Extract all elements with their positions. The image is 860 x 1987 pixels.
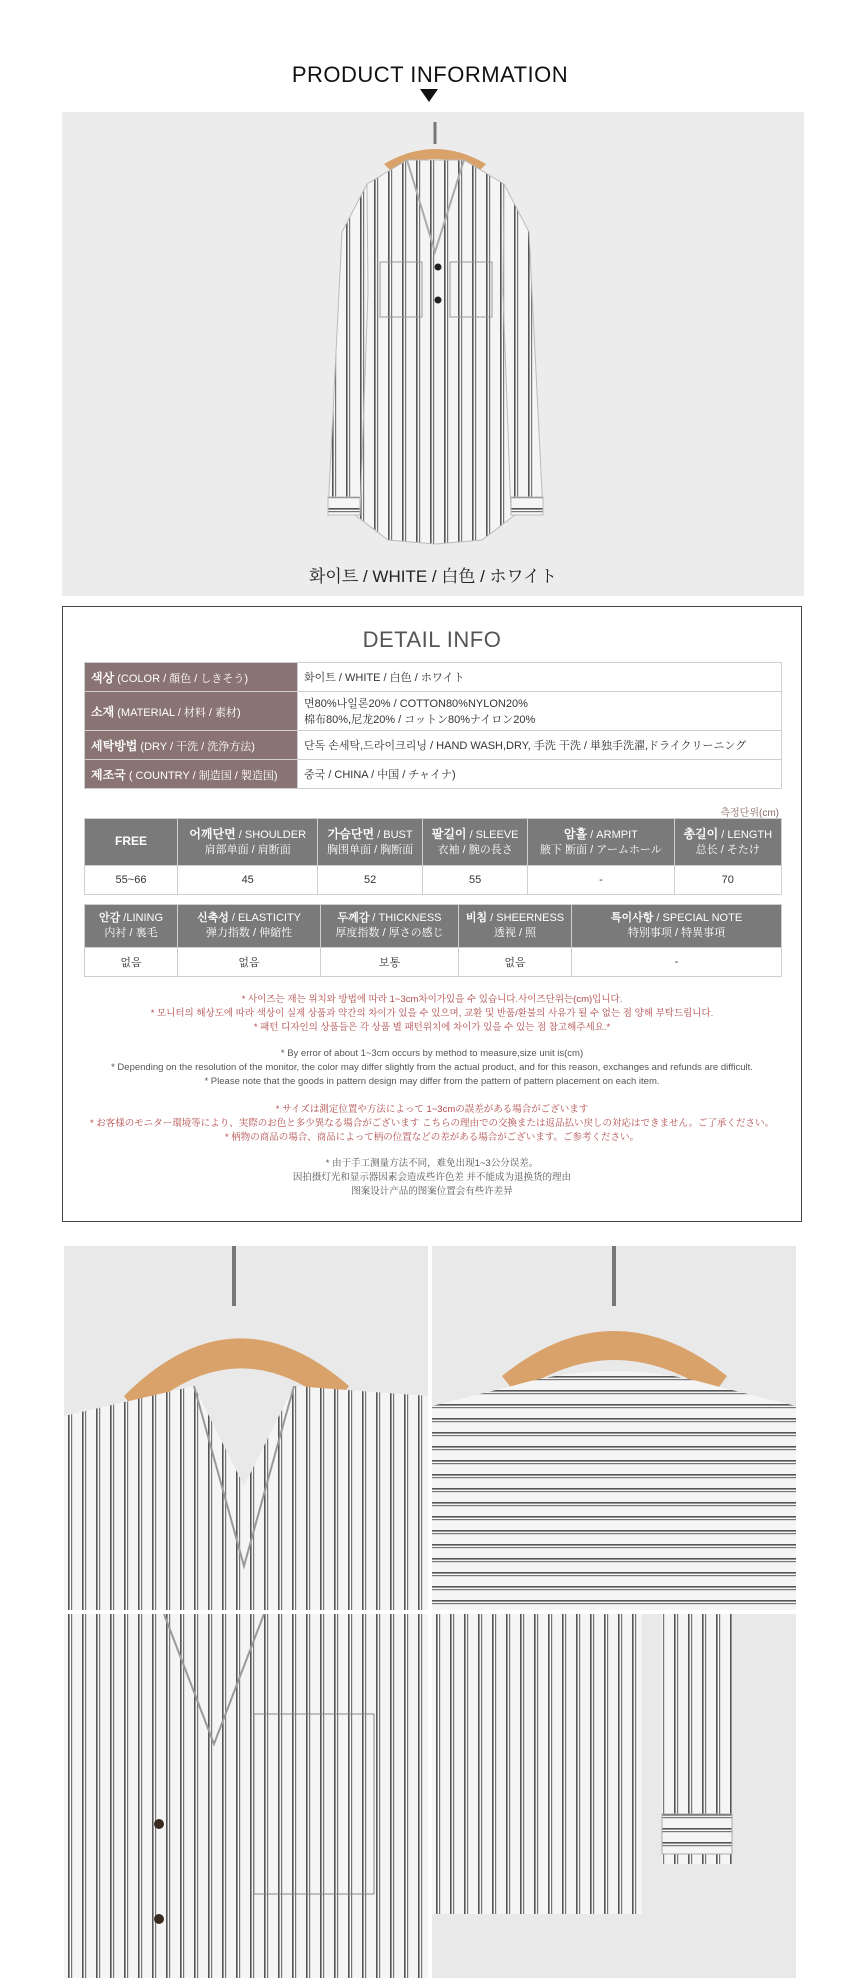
- info-label-ko: 제조국: [91, 767, 126, 782]
- info-row-country: [85, 760, 782, 789]
- notes-japanese: [63, 1103, 801, 1145]
- info-value-line: 면80%나일론20% / COTTON80%NYLON20%: [304, 698, 528, 710]
- info-label: [85, 760, 298, 789]
- placket-pocket-photo: [64, 1614, 428, 1978]
- note-line: * サイズは測定位置や方法によって 1~3cmの誤差がある場合がございます: [275, 1104, 589, 1115]
- notes-chinese: [63, 1157, 801, 1199]
- note-line: * お客様のモニター環境等により、実際のお色と多少異なる場合がございます こちらの理由での交換または返品払い戻しの対応はできません。ご了承ください。: [89, 1118, 775, 1129]
- fabric-value-cell: 없음: [178, 948, 321, 977]
- info-label-ko: 세탁방법: [91, 738, 138, 753]
- sleeve-hem-photo: [432, 1614, 796, 1978]
- info-label-ko: 색상: [91, 670, 115, 685]
- measurement-unit: 측정단위(cm): [720, 808, 779, 819]
- info-label-sub: ( COUNTRY / 制造国 / 製造国): [125, 769, 278, 782]
- size-value-row: [85, 866, 782, 895]
- note-line: * 패턴 디자인의 상품들은 각 상품 별 패턴위치에 차이가 있을 수 있는 점 참고해주세요.*: [253, 1022, 611, 1033]
- fabric-value-cell: 없음: [85, 948, 178, 977]
- size-table: [84, 818, 782, 895]
- detail-info-box: [62, 606, 802, 1222]
- size-header-cell: FREE: [85, 819, 178, 866]
- size-header-cell: 팔길이 / SLEEVE 衣袖 / 腕の長さ: [422, 819, 527, 866]
- size-value-cell: 52: [318, 866, 423, 895]
- fabric-header-cell: 두께감 / THICKNESS 厚度指数 / 厚さの感じ: [321, 905, 459, 948]
- detail-info-title: DETAIL INFO: [362, 627, 502, 652]
- collar-closeup-photo: [64, 1246, 428, 1610]
- notes-korean: [63, 993, 801, 1035]
- info-value: 중국 / CHINA / 中国 / チャイナ): [298, 760, 782, 789]
- info-label-sub: (DRY / 干洗 / 洗浄方法): [137, 740, 255, 753]
- product-info-table: [84, 662, 782, 789]
- fabric-header-cell: 신축성 / ELASTICITY 弹力指数 / 伸縮性: [178, 905, 321, 948]
- size-header-cell: 어깨단면 / SHOULDER 肩部单面 / 肩断面: [178, 819, 318, 866]
- info-value: [298, 692, 782, 731]
- fabric-header-cell: 특이사항 / SPECIAL NOTE 特别事项 / 特異事項: [572, 905, 782, 948]
- info-row-material: [85, 692, 782, 731]
- note-line: * 모니터의 해상도에 따라 색상이 실제 상품과 약간의 차이가 있을 수 있으며, 교환 및 반품/환불의 사유가 될 수 없는 점 양해 부탁드립니다.: [150, 1008, 714, 1019]
- fabric-value-cell: 보통: [321, 948, 459, 977]
- note-line: * 由于手工测量方法不同，难免出现1~3公分误差。: [325, 1158, 539, 1169]
- notes-english: [63, 1047, 801, 1089]
- color-caption: 화이트 / WHITE / 白色 / ホワイト: [308, 567, 558, 586]
- note-line: 图案设计产品的图案位置会有些许差异: [351, 1186, 513, 1197]
- back-collar-image: [432, 1246, 796, 1610]
- note-line: * 사이즈는 재는 위치와 방법에 따라 1~3cm차이가있을 수 있습니다.사이즈단위는(cm)입니다.: [241, 994, 623, 1005]
- down-arrow-icon: [420, 89, 438, 102]
- info-label: [85, 731, 298, 760]
- note-line: 因拍摄灯光和显示器因素会造成些许色差 并不能成为退换货的理由: [292, 1172, 572, 1183]
- fabric-value-cell: -: [572, 948, 782, 977]
- size-header-row: [85, 819, 782, 866]
- size-header-cell: 가슴단면 / BUST 胸围单面 / 胸断面: [318, 819, 423, 866]
- note-line: * Please note that the goods in pattern design may differ from the pattern of pattern placement on each item.: [204, 1076, 660, 1087]
- size-value-cell: 45: [178, 866, 318, 895]
- info-row-color: [85, 663, 782, 692]
- size-value-cell: -: [528, 866, 674, 895]
- product-information-title: PRODUCT INFORMATION: [291, 62, 569, 87]
- size-value-cell: 55~66: [85, 866, 178, 895]
- fabric-header-row: [85, 905, 782, 948]
- info-label-sub: (MATERIAL / 材料 / 素材): [114, 706, 241, 719]
- info-label-sub: (COLOR / 顏色 / しきそう): [114, 672, 249, 685]
- note-line: * Depending on the resolution of the monitor, the color may differ slightly from the actual product, and for this reason, exchanges and refunds are difficult.: [111, 1062, 753, 1073]
- sleeve-hem-image: [432, 1614, 796, 1978]
- fabric-header-cell: 안감 /LINING 内衬 / 裏毛: [85, 905, 178, 948]
- size-value-cell: 70: [674, 866, 781, 895]
- back-collar-photo: [432, 1246, 796, 1610]
- fabric-value-cell: 없음: [459, 948, 572, 977]
- size-header-cell: 총길이 / LENGTH 总长 / そたけ: [674, 819, 781, 866]
- shirt-illustration: [62, 112, 804, 596]
- size-value-cell: 55: [422, 866, 527, 895]
- fabric-header-cell: 비침 / SHEERNESS 透视 / 照: [459, 905, 572, 948]
- size-header-cell: 암홀 / ARMPIT 腋下 断面 / アームホール: [528, 819, 674, 866]
- info-value-line: 棉布80%,尼龙20% / コットン80%ナイロン20%: [304, 714, 536, 726]
- info-label: [85, 692, 298, 731]
- info-row-wash: [85, 731, 782, 760]
- info-label: [85, 663, 298, 692]
- note-line: * 柄物の商品の場合、商品によって柄の位置などの差がある場合がございます。ご参考ください。: [224, 1132, 640, 1143]
- info-value: 단독 손세탁,드라이크리닝 / HAND WASH,DRY, 手洗 干洗 / 単独手洗濯,ドライクリーニング: [298, 731, 782, 760]
- info-label-ko: 소재: [91, 704, 115, 719]
- fabric-feel-table: [84, 904, 782, 977]
- collar-closeup-image: [64, 1246, 428, 1610]
- info-value: 화이트 / WHITE / 白色 / ホワイト: [298, 663, 782, 692]
- fabric-value-row: [85, 948, 782, 977]
- note-line: * By error of about 1~3cm occurs by method to measure,size unit is(cm): [280, 1048, 584, 1059]
- product-hero-photo: [62, 112, 804, 596]
- placket-pocket-image: [64, 1614, 428, 1978]
